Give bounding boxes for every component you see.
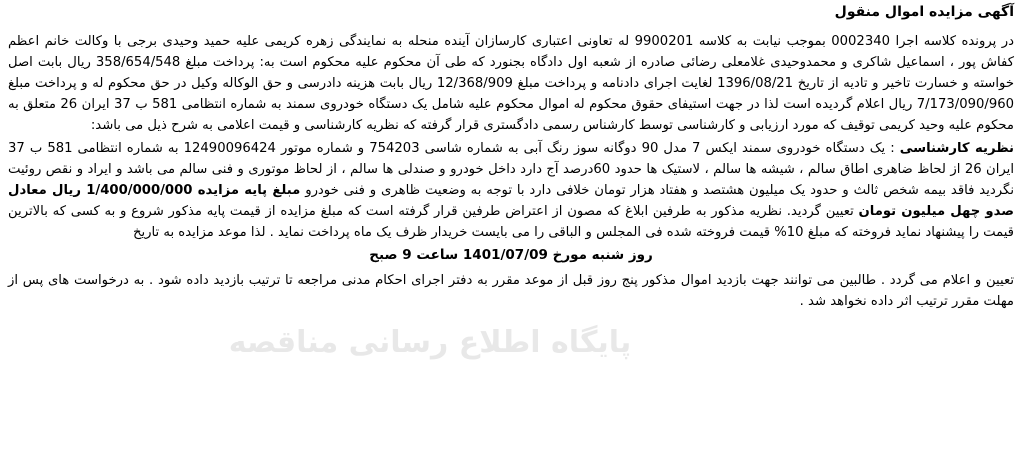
expert-opinion-text: : یک دستگاه خودروی سمند ایکس 7 مدل 90 دوگانه سوز رنگ آبی به شماره شاسی 754203 و شماره موتور 12490096424 به شماره انتظامی 581 ب 37 ایران 26 از لحاظ ضاهری اطاق سالم ، شیشه ها سالم ، لاستیک ها حدود 60درصد آج دارد داخل خودرو و صندلی ها سالم ، از لحاظ موتوری و فنی سالم می باشد و ایراد و نقص روئیت نگردید فاقد بیمه شخص ثالث و حدود یک میلیون هشتصد و هفتاد هزار تومان خلافی دارد با توجه به وضعیت ظاهری و فنی خودرو [8, 141, 1015, 198]
base-price-value: 1/400/000/000 ریال معادل صدو چهل میلیون تومان [8, 183, 1014, 219]
case-paragraph: در پرونده کلاسه اجرا 0002340 بموجب نیابت به کلاسه 9900201 له تعاونی اعتباری کارسازان آینده منحله به نمایندگی زهره کریمی علیه حمید وحیدی برجی با وکالت خانم اعظم کفاش پور ، اسماعیل شاکری و محمدوحیدی غلامعلی رضائی صادره از شعبه اول دادگاه بجنورد که طی آن محکوم علیه محکوم است به: پرداخت مبلغ 358/654/548 ریال بابت اصل خواسته و خسارت تاخیر و تادیه از تاریخ 1396/08/21 لغایت اجرای دادنامه و پرداخت مبلغ 12/368/909 ریال بابت هزینه دادرسی و حق الوکاله وکیل در حق محکوم له و پرداخت مبلغ 7/173/090/960 ریال اعلام گردیده است لذا در جهت استیفای حقوق محکوم له اموال محکوم علیه شامل یک دستگاه خودروی سمند به شماره انتظامی 581 ب 37 ایران 26 متعلق به محکوم علیه وحید کریمی توقیف که مورد ارزیابی و کارشناسی توسط کارشناس رسمی دادگستری قرار گرفته که نظریه کارشناسی و قیمت اعلامی به شرح ذیل می باشد: [8, 34, 1014, 133]
notice-title: آگهی مزایده اموال منقول [834, 4, 1014, 20]
expert-opinion-paragraph [8, 138, 1014, 243]
watermark: پایگاه اطلاع رسانی مناقصه [228, 325, 632, 360]
expert-opinion-continued: تعیین گردید. نظریه مذکور به طرفین ابلاغ که مصون از اعتراض طرفین قرار گرفته است که مبلغ مزایده از قیمت پایه مذکور شروع و به کسی که بالاترین قیمت را پیشنهاد نماید فروخته که مبلغ 10% قیمت فروخته شده فی المجلس و الباقی را می بایست خریدار ظرف یک ماه پرداخت نماید . لذا موعد مزایده به تاریخ [8, 204, 1014, 240]
auction-date: روز شنبه مورخ 1401/07/09 ساعت 9 صبح [369, 247, 653, 263]
auction-notice [8, 2, 1014, 314]
base-price-label: مبلغ پایه مزایده [197, 183, 301, 198]
expert-opinion-label: نظریه کارشناسی [899, 141, 1015, 156]
closing-paragraph: تعیین و اعلام می گردد . طالبین می توانند جهت بازدید اموال مذکور پنج روز قبل از موعد مقرر به دفتر اجرای احکام مدنی مراجعه تا ترتیب بازدید داده شود . به درخواست های پس از مهلت مقرر ترتیب اثر داده نخواهد شد . [8, 273, 1014, 309]
